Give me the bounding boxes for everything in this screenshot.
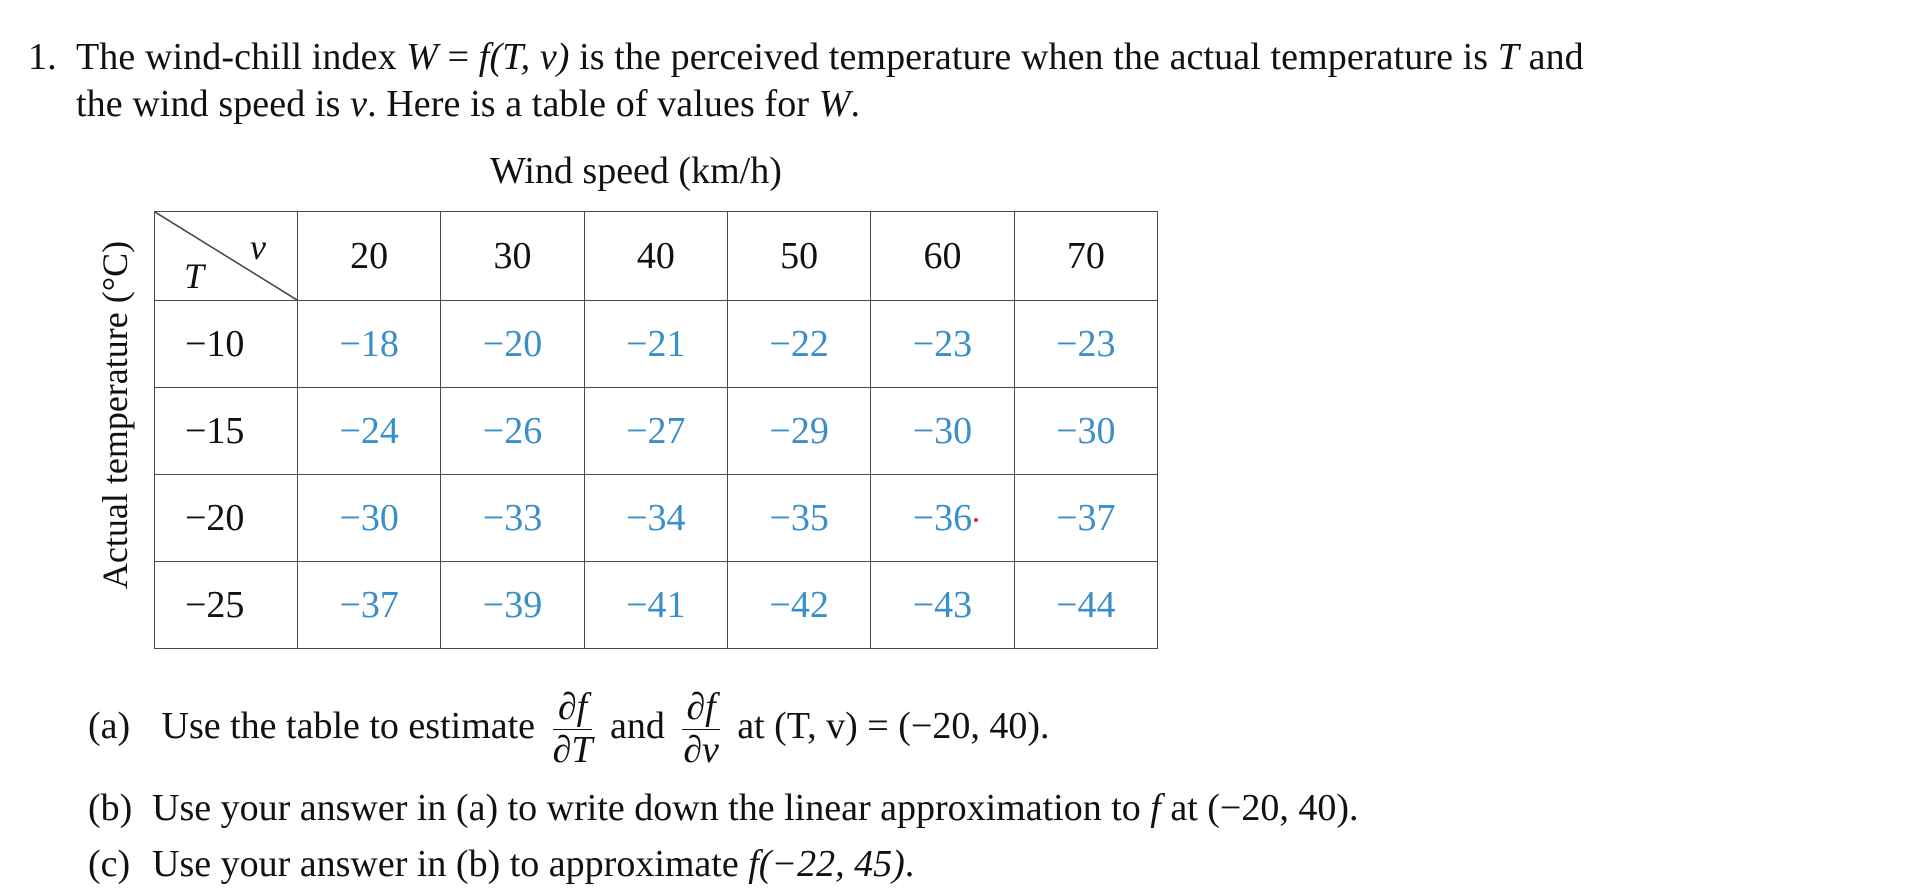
column-header: 40 [584,212,727,301]
table-cell: −36 [871,475,1014,562]
table-row [155,475,1158,562]
wind-chill-table-wrapper [154,211,1158,649]
table-cell: −23 [871,301,1014,388]
problem-line1-prefix: The wind-chill index [76,36,407,78]
red-marker-dot [974,518,978,522]
w-symbol-2: W [818,83,851,125]
table-row [155,301,1158,388]
table-cell: −24 [298,388,441,475]
part-a-label: (a) [88,705,131,748]
v-symbol: v [350,83,368,125]
column-header: 60 [871,212,1014,301]
table-cell: −20 [441,301,584,388]
part-b [88,786,1359,830]
fraction-1-denominator: ∂T [552,728,593,771]
table-cell: −39 [441,562,584,649]
fraction-2-numerator: ∂f [682,688,719,730]
table-cell: −37 [298,562,441,649]
table-cell: −41 [584,562,727,649]
row-header: −20 [155,475,298,562]
table-cell: −27 [584,388,727,475]
problem-line2-prefix: the wind speed is [76,83,351,125]
w-symbol: W [406,36,439,78]
part-b-f-symbol: f [1150,787,1161,829]
part-a-and: and [609,705,665,748]
problem-line2-end: . [850,83,861,125]
part-a [88,688,1049,771]
part-b-text-after: at (−20, 40). [1160,787,1359,829]
part-c-f-expression: f(−22, 45) [748,843,905,885]
wind-chill-table [154,211,1158,649]
table-cell: −30 [298,475,441,562]
table-cell: −30 [871,388,1014,475]
table-cell: −29 [727,388,870,475]
table-cell: −26 [441,388,584,475]
table-row [155,388,1158,475]
table-cell: −35 [727,475,870,562]
part-b-label: (b) [88,787,133,829]
column-header: 30 [441,212,584,301]
row-header: −25 [155,562,298,649]
problem-line1-mid: is the perceived temperature when the actual temperature is [569,36,1498,78]
table-cell: −42 [727,562,870,649]
actual-temperature-axis-label: Actual temperature (°C) [95,240,135,590]
table-cell: −30 [1014,388,1157,475]
table-cell: −43 [871,562,1014,649]
corner-t-label: T [184,256,205,296]
diagonal-divider [155,212,297,300]
row-header: −15 [155,388,298,475]
part-c-label: (c) [88,843,131,885]
row-header: −10 [155,301,298,388]
table-cell: −44 [1014,562,1157,649]
wind-speed-axis-label: Wind speed (km/h) [490,150,782,192]
column-header: 20 [298,212,441,301]
partial-f-partial-v-fraction [682,688,719,771]
table-cell: −23 [1014,301,1157,388]
partial-f-partial-t-fraction [553,688,593,771]
table-cell: −22 [727,301,870,388]
problem-line1-end: and [1519,36,1584,78]
fraction-1-numerator: ∂f [553,688,593,730]
table-cell: −34 [584,475,727,562]
t-symbol: T [1497,36,1520,78]
problem-line2-mid: . Here is a table of values for [367,83,819,125]
table-cell: −21 [584,301,727,388]
part-c [88,842,914,886]
problem-statement [28,34,1888,128]
corner-v-label: v [250,227,266,267]
column-header: 70 [1014,212,1157,301]
part-c-text-after: . [904,843,915,885]
table-header-row [155,212,1158,301]
function-expression: f(T, v) [478,36,570,78]
part-a-suffix: at (T, v) = (−20, 40). [737,705,1050,748]
table-cell: −33 [441,475,584,562]
table-corner-cell [155,212,298,301]
table-cell: −37 [1014,475,1157,562]
part-c-text-before: Use your answer in (b) to approximate [152,843,749,885]
fraction-2-denominator: ∂v [683,728,719,771]
table-row [155,562,1158,649]
column-header: 50 [727,212,870,301]
table-cell: −18 [298,301,441,388]
problem-text [76,34,1888,128]
problem-number: 1. [28,36,57,78]
part-b-text-before: Use your answer in (a) to write down the linear approximation to [152,787,1151,829]
part-a-prefix: Use the table to estimate [161,705,536,748]
equals-sign: = [438,36,479,78]
